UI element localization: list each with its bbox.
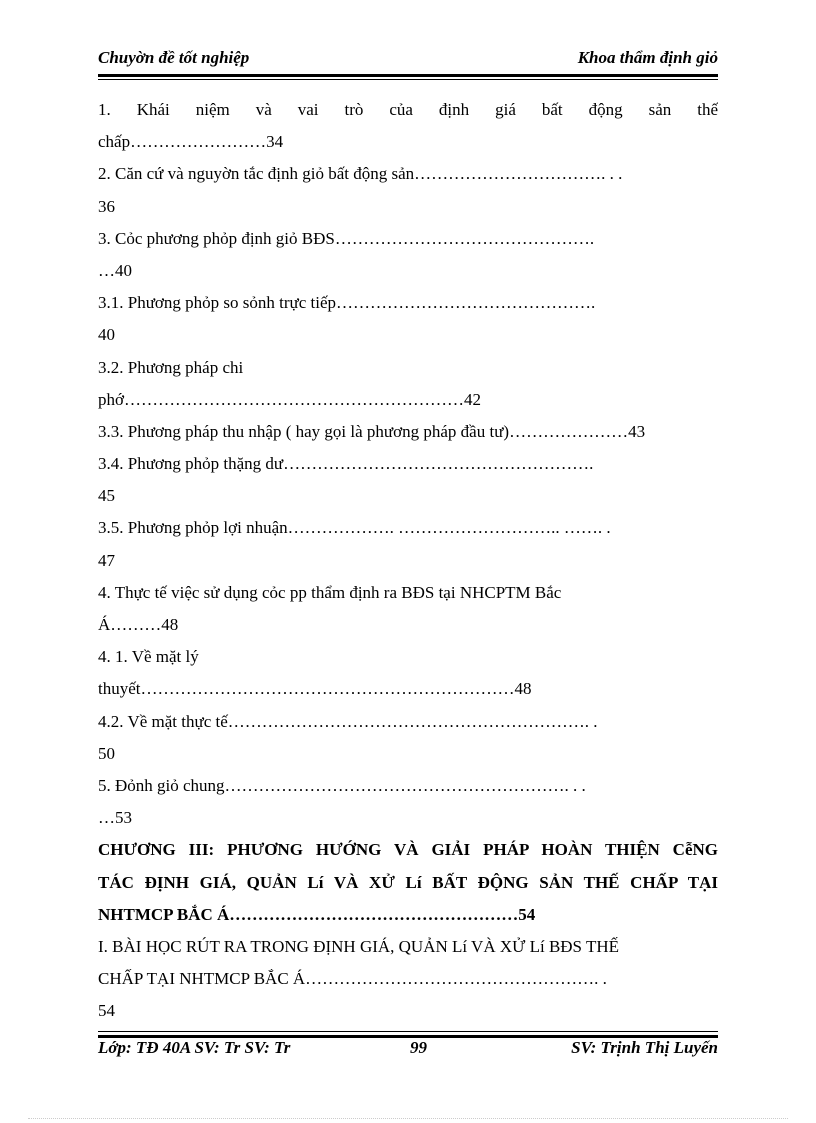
toc-line: 3. Cỏc phương phỏp định giỏ BĐS………………………………………. — [98, 228, 595, 248]
toc-line: 54 — [98, 1001, 115, 1021]
header-rule-thick — [98, 74, 718, 77]
toc-line: Á………48 — [98, 615, 179, 634]
toc-line: 47 — [98, 550, 115, 570]
chapter-heading-line: NHTMCP BẮC Á……………………………………………54 — [98, 904, 536, 924]
page-header — [98, 48, 718, 74]
toc-line: CHẤP TẠI NHTMCP BẮC Á……………………………………………. . — [98, 969, 607, 989]
footer-rule-thin — [98, 1031, 718, 1032]
toc-line: 5. Đỏnh giỏ chung……………………………………………………. . . — [98, 775, 586, 795]
page-number: 99 — [410, 1038, 427, 1057]
toc-line: I. BÀI HỌC RÚT RA TRONG ĐỊNH GIÁ, QUẢN Lí VÀ XỬ Lí BĐS THẾ — [98, 936, 619, 956]
toc-line: chấp……………………34 — [98, 132, 284, 152]
toc-line: 4. Thực tế việc sử dụng cỏc pp thẩm định ra BĐS tại NHCPTM Bắc — [98, 582, 562, 602]
header-left: Chuyờn đề tốt nghiệp — [98, 48, 250, 67]
header-right: Khoa thẩm định giỏ — [577, 48, 718, 67]
toc-line: phớ……………………………………………………42 — [98, 389, 481, 409]
chapter-heading-line: CHƯƠNG III: PHƯƠNG HƯỚNG VÀ GIẢI PHÁP HOÀN THIỆN CễNG — [98, 840, 718, 860]
footer-class-info: Lớp: TĐ 40A SV: Tr SV: Tr — [98, 1038, 291, 1057]
toc-body — [98, 94, 718, 1027]
toc-line: 4.2. Về mặt thực tế………………………………………………………. . — [98, 711, 598, 731]
toc-line: 2. Căn cứ và nguyờn tắc định giỏ bất động sản……………………………. . . — [98, 164, 623, 184]
toc-line: 3.2. Phương pháp chi — [98, 357, 244, 377]
page-footer — [98, 1038, 718, 1064]
toc-line: thuyết…………………………………………………………48 — [98, 679, 532, 699]
toc-line: 1. Khái niệm và vai trò của định giá bất động sản thế — [98, 100, 718, 119]
toc-line: 50 — [98, 743, 115, 763]
footer-student-name: SV: Trịnh Thị Luyến — [571, 1038, 718, 1057]
toc-line: …40 — [98, 260, 132, 280]
toc-line: 4. 1. Về mặt lý — [98, 647, 199, 667]
toc-line: 36 — [98, 196, 115, 216]
toc-line: …53 — [98, 808, 132, 828]
toc-line: 40 — [98, 325, 115, 345]
header-rule-thin — [98, 79, 718, 80]
toc-line: 3.5. Phương phỏp lợi nhuận………………. ……………………….. ……. . — [98, 518, 611, 538]
toc-line: 3.4. Phương phỏp thặng dư………………………………………………. — [98, 454, 594, 474]
toc-line: 45 — [98, 486, 115, 506]
page-bottom-border — [28, 1118, 788, 1119]
toc-line: 3.1. Phương phỏp so sỏnh trực tiếp………………………………………. — [98, 293, 596, 313]
toc-line: 3.3. Phương pháp thu nhập ( hay gọi là phương pháp đầu tư)…………………43 — [98, 421, 646, 441]
chapter-heading-line: TÁC ĐỊNH GIÁ, QUẢN Lí VÀ XỬ Lí BẤT ĐỘNG SẢN THẾ CHẤP TẠI — [98, 872, 718, 892]
